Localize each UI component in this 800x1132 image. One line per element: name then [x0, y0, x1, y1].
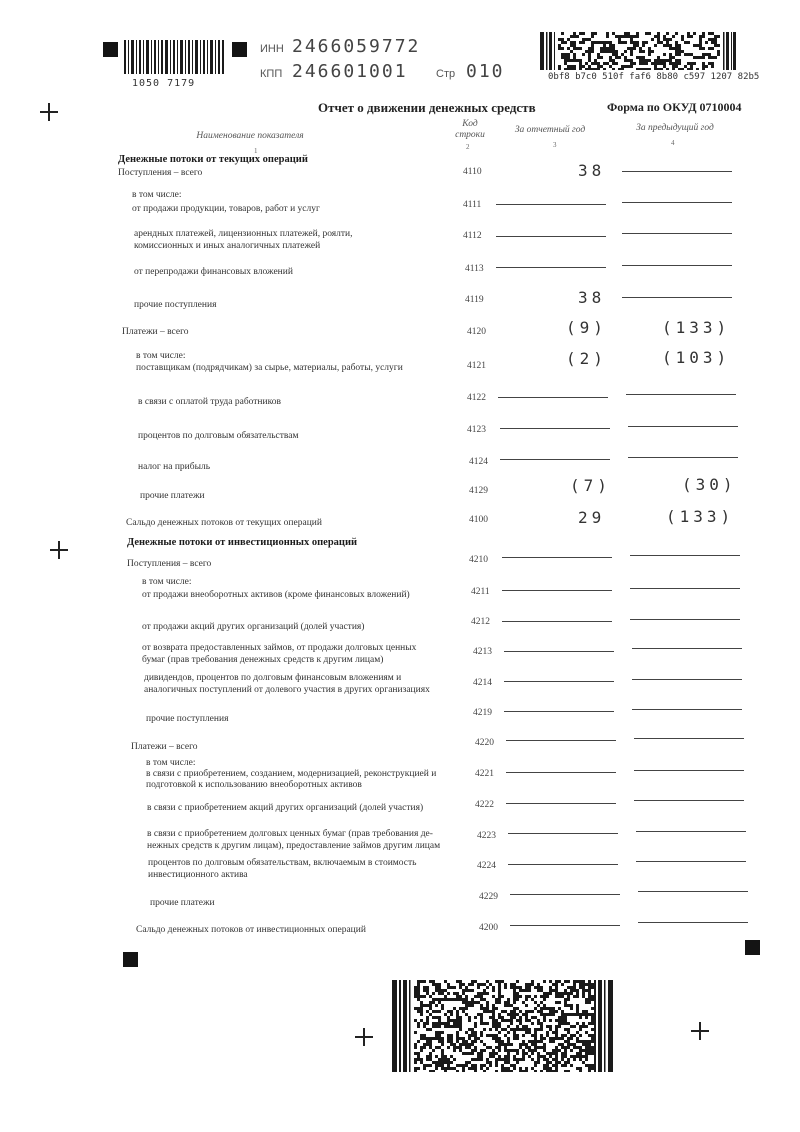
pdf417-barcode-bottom: [392, 980, 614, 1072]
row-code: 4212: [471, 617, 490, 627]
row-label: Платежи – всего: [122, 327, 189, 337]
page-number: 010: [466, 61, 505, 82]
row-line-previous: [630, 588, 740, 589]
row-line-current: [502, 590, 612, 591]
row-line-previous: [622, 233, 732, 234]
row-code: 4210: [469, 555, 488, 565]
registration-square-bottom-right: [745, 940, 760, 955]
row-label: от продажи продукции, товаров, работ и услуг: [132, 204, 320, 214]
row-line-current: [496, 204, 606, 205]
row-code: 4124: [469, 457, 488, 467]
row-code: 4214: [473, 678, 492, 688]
row-label: Сальдо денежных потоков от инвестиционных операций: [136, 925, 366, 935]
row-line-current: [496, 236, 606, 237]
barcode-number: 1050 7179: [132, 78, 196, 89]
row-line-previous: [632, 709, 742, 710]
row-code: 4112: [463, 231, 482, 241]
row-line-current: [506, 803, 616, 804]
row-label: прочие поступления: [146, 714, 229, 724]
row-code: 4110: [463, 167, 482, 177]
row-code: 4219: [473, 708, 492, 718]
row-line-previous: [622, 297, 732, 298]
row-code: 4113: [465, 264, 484, 274]
row-line-current: [510, 925, 620, 926]
row-label: в связи с оплатой труда работников: [138, 397, 281, 407]
row-line-previous: [634, 738, 744, 739]
registration-square-top-left: [103, 42, 118, 57]
row-line-current: [508, 864, 618, 865]
row-value-previous: (30): [682, 475, 737, 494]
row-code: 4200: [479, 923, 498, 933]
row-line-current: [506, 740, 616, 741]
row-code: 4121: [467, 361, 486, 371]
form-okud-label: Форма по ОКУД 0710004: [607, 100, 742, 114]
row-label: в том числе:: [136, 351, 186, 361]
row-label: в связи с приобретением акций других организаций (долей участия): [147, 803, 424, 813]
crosshair-mark: [40, 103, 58, 121]
row-code: 4213: [473, 647, 492, 657]
row-line-current: [500, 428, 610, 429]
row-label-line2: аналогичных поступлений от долевого участия в других организациях: [144, 685, 430, 695]
barcode-hash: 0bf8 b7c0 510f faf6 8b80 c597 1207 82b5: [548, 72, 760, 82]
pdf417-barcode-top: [540, 32, 736, 70]
row-value-current: (2): [566, 349, 607, 368]
row-code: 4220: [475, 738, 494, 748]
row-line-current: [504, 711, 614, 712]
col-header-code: Код строки: [455, 119, 485, 140]
crosshair-mark: [50, 541, 68, 559]
row-value-current: 29: [578, 508, 606, 527]
row-label-line2: бумаг (прав требования денежных средств к другим лицам): [142, 655, 384, 665]
row-label-line2: нежных средств к другим лицам), предоставление займов другим лицам: [147, 841, 441, 851]
row-code: 4222: [475, 800, 494, 810]
row-line-previous: [622, 171, 732, 172]
row-line-previous: [634, 800, 744, 801]
row-label: от перепродажи финансовых вложений: [134, 267, 293, 277]
col-number-2: 2: [466, 143, 470, 151]
row-line-current: [496, 267, 606, 268]
row-code: 4100: [469, 515, 488, 525]
col-number-3: 3: [553, 141, 557, 149]
col-number-4: 4: [671, 139, 675, 147]
row-value-current: (9): [566, 318, 607, 337]
row-label: в том числе:: [146, 758, 196, 768]
row-line-previous: [628, 457, 738, 458]
row-label: Сальдо денежных потоков от текущих операций: [126, 518, 322, 528]
inn-label: ИНН: [260, 43, 284, 55]
row-code: 4229: [479, 892, 498, 902]
row-code: 4211: [471, 587, 490, 597]
row-code: 4123: [467, 425, 486, 435]
row-line-current: [506, 772, 616, 773]
row-code: 4111: [463, 200, 482, 210]
row-label: от возврата предоставленных займов, от продажи долговых ценных: [142, 643, 417, 653]
row-line-previous: [636, 831, 746, 832]
crosshair-mark: [691, 1022, 709, 1040]
row-value-previous: (133): [666, 507, 735, 526]
row-line-previous: [636, 861, 746, 862]
row-label: от продажи акций других организаций (долей участия): [142, 622, 365, 632]
section-investment-operations: Денежные потоки от инвестиционных операций: [127, 537, 358, 548]
row-label: в том числе:: [132, 190, 182, 200]
row-line-previous: [638, 922, 748, 923]
row-label: поставщикам (подрядчикам) за сырье, материалы, работы, услуги: [136, 363, 403, 373]
col-number-1: 1: [254, 147, 258, 155]
registration-square-top-mid: [232, 42, 247, 57]
row-line-current: [510, 894, 620, 895]
row-code: 4224: [477, 861, 496, 871]
row-code: 4122: [467, 393, 486, 403]
row-code: 4221: [475, 769, 494, 779]
row-label: процентов по долговым обязательствам: [138, 431, 299, 441]
row-label: процентов по долговым обязательствам, включаемым в стоимость: [148, 858, 417, 868]
row-value-previous: (103): [662, 348, 731, 367]
row-code: 4129: [469, 486, 488, 496]
row-line-previous: [638, 891, 748, 892]
row-line-previous: [630, 555, 740, 556]
col-header-name: Наименование показателя: [196, 131, 304, 141]
inn-value: 2466059772: [292, 36, 421, 57]
row-line-previous: [634, 770, 744, 771]
col-header-current: За отчетный год: [514, 125, 586, 135]
row-line-previous: [622, 265, 732, 266]
row-label: налог на прибыль: [138, 462, 211, 472]
page-label: Стр: [436, 68, 456, 80]
section-current-operations: Денежные потоки от текущих операций: [118, 154, 308, 165]
row-line-current: [508, 833, 618, 834]
row-label-line2: комиссионных и иных аналогичных платежей: [134, 241, 321, 251]
registration-square-bottom-left: [123, 952, 138, 967]
row-line-current: [500, 459, 610, 460]
row-line-previous: [632, 648, 742, 649]
row-label-line2: инвестиционного актива: [148, 870, 248, 880]
row-line-current: [498, 397, 608, 398]
row-line-previous: [626, 394, 736, 395]
row-value-current: 38: [578, 161, 606, 180]
kpp-value: 246601001: [292, 61, 408, 82]
row-label: в том числе:: [142, 577, 192, 587]
row-label: прочие платежи: [140, 491, 205, 501]
row-label-line2: в связи с приобретением, созданием, модернизацией, реконструкцией и: [146, 769, 437, 779]
row-label: от продажи внеоборотных активов (кроме финансовых вложений): [142, 590, 410, 600]
row-label: прочие платежи: [150, 898, 215, 908]
row-line-previous: [628, 426, 738, 427]
row-label: арендных платежей, лицензионных платежей, роялти,: [134, 229, 353, 239]
row-label: Платежи – всего: [131, 742, 198, 752]
row-line-previous: [632, 679, 742, 680]
row-line-previous: [630, 619, 740, 620]
row-value-current: 38: [578, 288, 606, 307]
row-label: Поступления – всего: [118, 168, 203, 178]
row-label: дивидендов, процентов по долговым финансовым вложениям и: [144, 673, 402, 683]
row-line-current: [502, 557, 612, 558]
row-label: прочие поступления: [134, 300, 217, 310]
row-label: в связи с приобретением долговых ценных бумаг (прав требования де-: [147, 829, 433, 839]
kpp-label: КПП: [260, 68, 283, 80]
report-title: Отчет о движении денежных средств: [318, 100, 536, 115]
row-label: Поступления – всего: [127, 559, 212, 569]
linear-barcode-top: [124, 40, 224, 76]
crosshair-mark: [355, 1028, 373, 1046]
row-line-current: [504, 681, 614, 682]
row-code: 4119: [465, 295, 484, 305]
row-code: 4120: [467, 327, 486, 337]
row-line-current: [504, 651, 614, 652]
row-line-previous: [622, 202, 732, 203]
col-header-previous: За предыдущий год: [636, 123, 714, 133]
row-line-current: [502, 621, 612, 622]
row-code: 4223: [477, 831, 496, 841]
row-value-previous: (133): [662, 318, 731, 337]
row-label-line3: подготовкой к использованию внеоборотных активов: [146, 780, 362, 790]
row-value-current: (7): [570, 476, 611, 495]
